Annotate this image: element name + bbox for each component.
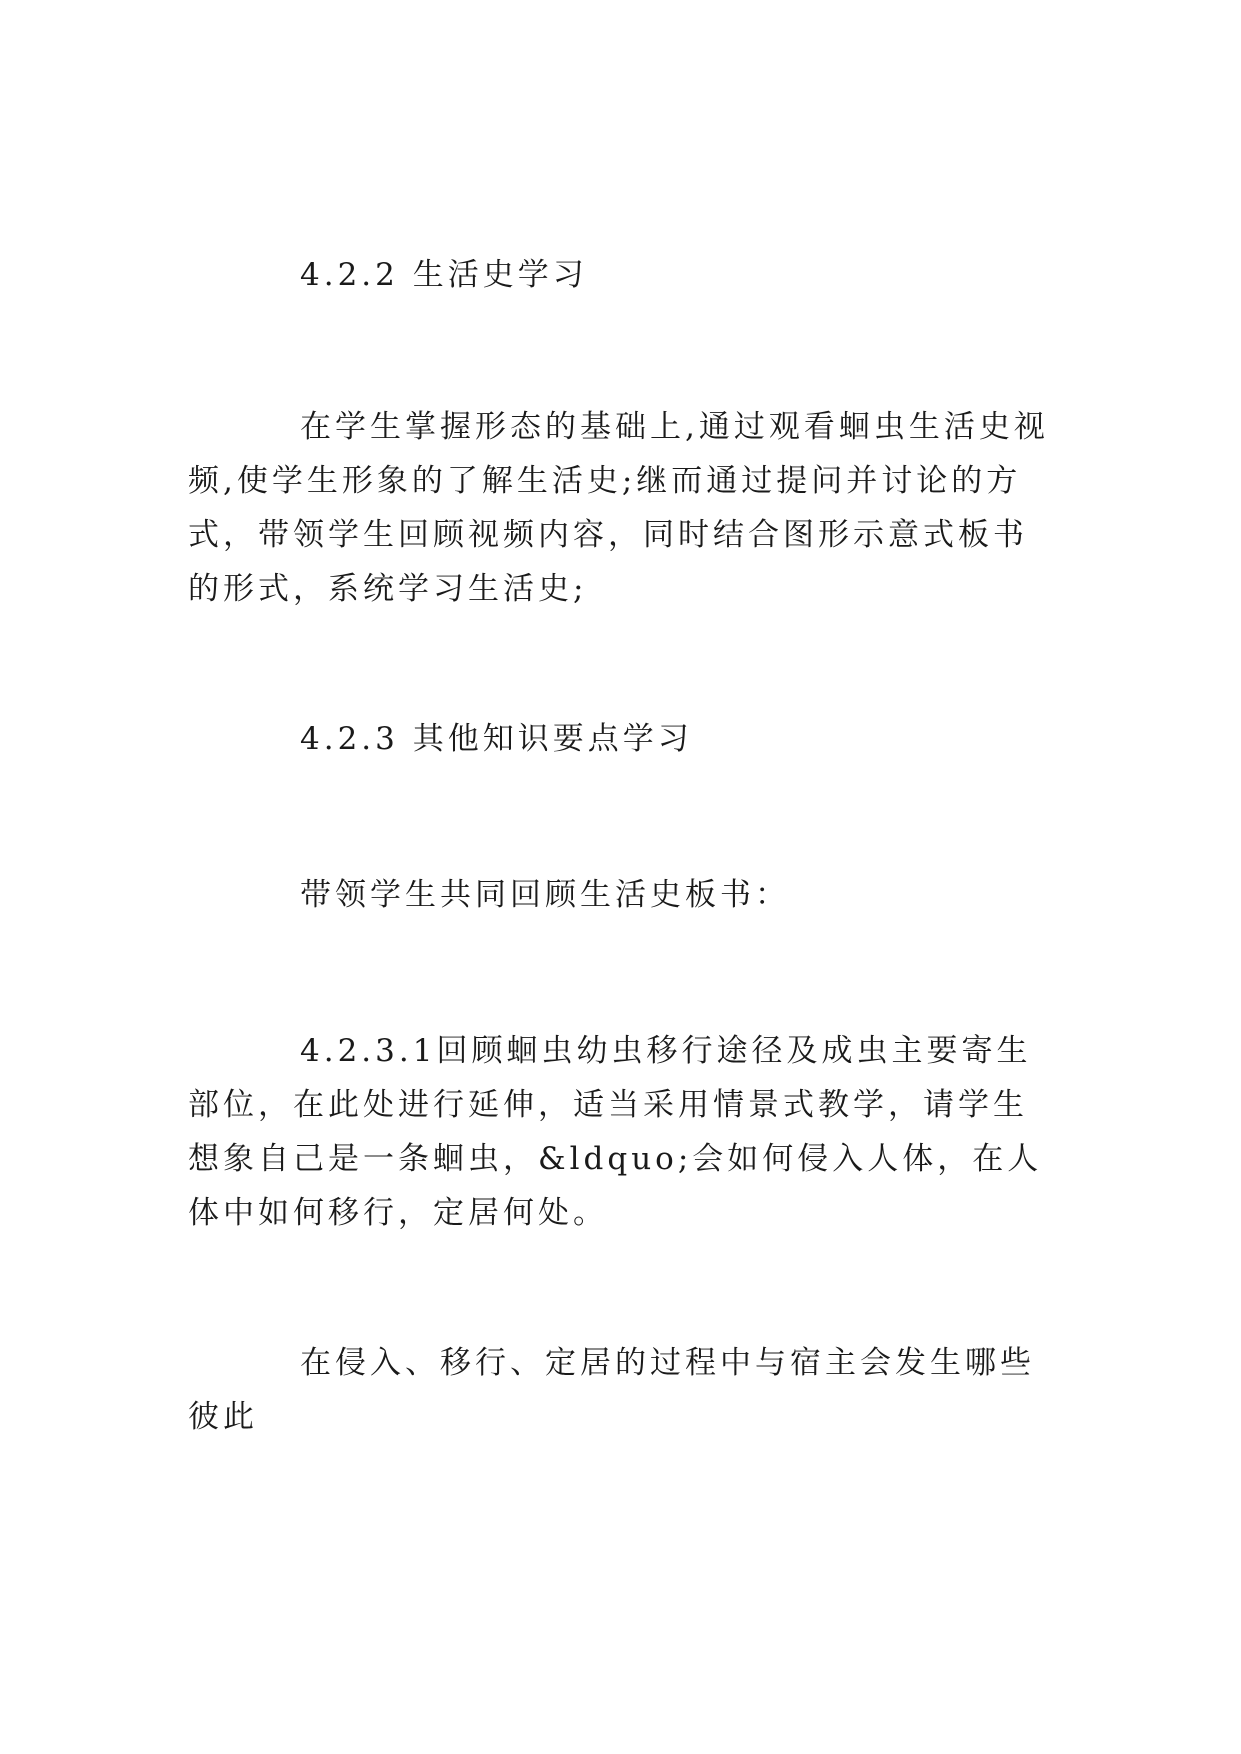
section-heading-4-2-3: 4.2.3 其他知识要点学习 <box>300 721 693 757</box>
paragraph-interaction: 在侵入、移行、定居的过程中与宿主会发生哪些彼此 <box>188 1345 1035 1435</box>
paragraph-4-2-3-1: 4.2.3.1回顾蛔虫幼虫移行途径及成虫主要寄生部位，在此处进行延伸，适当采用情景式教学，请学生想象自己是一条蛔虫，&ldquo;会如何侵入人体，在人体中如何移行，定居何处。 <box>188 1033 1043 1231</box>
section-heading-4-2-2: 4.2.2 生活史学习 <box>300 257 588 293</box>
paragraph-review-board: 带领学生共同回顾生活史板书： <box>300 877 790 913</box>
paragraph-life-history: 在学生掌握形态的基础上,通过观看蛔虫生活史视频,使学生形象的了解生活史;继而通过提问并讨论的方式，带领学生回顾视频内容，同时结合图形示意式板书的形式，系统学习生活史; <box>188 409 1049 607</box>
